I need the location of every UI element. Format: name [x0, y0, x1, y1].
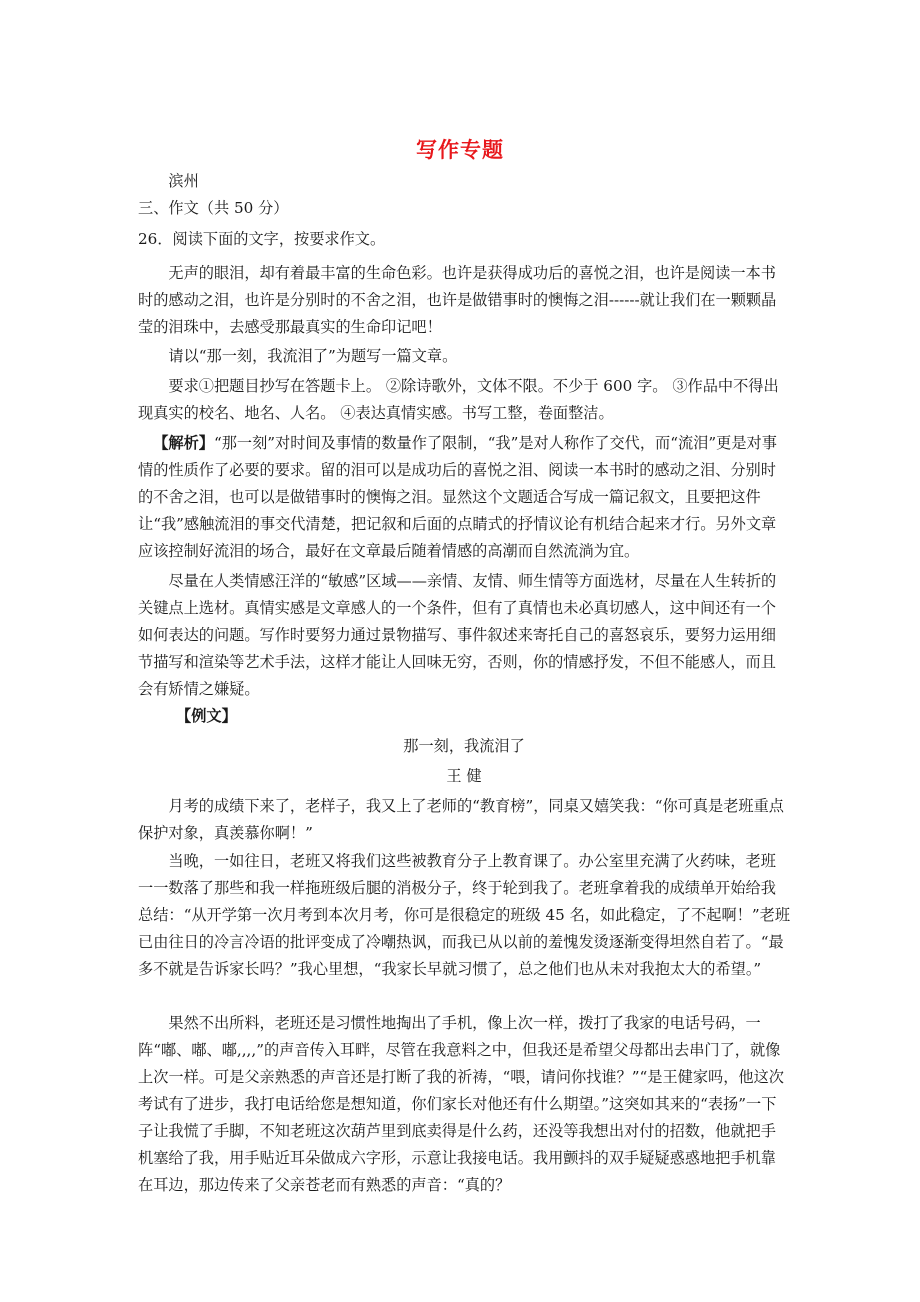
essay-paragraph-2: 当晚，一如往日，老班又将我们这些被教育分子上教育课了。办公室里充满了火药味，老班一一数落了那些和我一样拖班级后腿的消极分子，终于轮到我了。老班拿着我的成绩单开始给我总结：“从开学第一次月考到本次月考，你可是很稳定的班级 45 名，如此稳定，了不起啊！”老班已由往日的冷言冷语的批评变成了冷嘲热讽，而我已从以前的羞愧发烫逐渐变得坦然自若了。“最多不就是告诉家长吗？”我心里想，“我家长早就习惯了，总之他们也从未对我抱太大的希望。”: [138, 852, 791, 978]
analysis-text: “那一刻”对时间及事情的数量作了限制，“我”是对人称作了交代，而“流泪”更是对事情的性质作了必要的要求。留的泪可以是成功后的喜悦之泪、阅读一本书时的感动之泪、分别时的不舍之泪，也可以是做错事时的懊悔之泪。显然这个文题适合写成一篇记叙文，且要把这件让“我”感触流泪的事交代清楚，把记叙和后面的点睛式的抒情议论有机结合起来才行。另外文章应该控制好流泪的场合，最好在文章最后随着情感的高潮而自然流淌为宜。: [138, 434, 777, 560]
section-heading: 三、作文（共 50 分）: [138, 199, 289, 217]
instruction-paragraph: 请以“那一刻，我流泪了”为题写一篇文章。: [168, 347, 458, 365]
essay-author: 王 健: [446, 767, 482, 785]
question-heading: 26．阅读下面的文字，按要求作文。: [138, 230, 386, 248]
essay-paragraph-3: 果然不出所料，老班还是习惯性地掏出了手机，像上次一样，拨打了我家的电话号码，一阵“嘟、嘟、嘟,,,,”的声音传入耳畔，尽管在我意料之中，但我还是希望父母都出去串门了，就像上次一样。可是父亲熟悉的声音还是打断了我的祈祷，“喂，请问你找谁？”“是王健家吗，他这次考试有了进步，我打电话给您是想知道，你们家长对他还有什么期望。”这突如其来的“表扬”一下子让我慌了手脚，不知老班这次葫芦里到底卖得是什么药，还没等我想出对付的招数，他就把手机塞给了我，用手贴近耳朵做成六字形，示意让我接电话。我用颤抖的双手疑疑惑惑地把手机靠在耳边，那边传来了父亲苍老而有熟悉的声音：“真的？: [138, 1014, 784, 1194]
essay-paragraph-1: 月考的成绩下来了，老样子，我又上了老师的“教育榜”，同桌又嬉笑我：“你可真是老班重点保护对象，真羡慕你啊！”: [138, 797, 784, 842]
prompt-paragraph: 无声的眼泪，却有着最丰富的生命色彩。也许是获得成功后的喜悦之泪，也许是阅读一本书时的感动之泪，也许是分别时的不舍之泪，也许是做错事时的懊悔之泪------就让我们在一颗颗晶莹的泪珠中，去感受那最真实的生命印记吧！: [138, 264, 777, 336]
requirements-paragraph: 要求①把题目抄写在答题卡上。 ②除诗歌外，文体不限。不少于 600 字。 ③作品中不得出现真实的校名、地名、人名。 ④表达真情实感。书写工整，卷面整洁。: [138, 377, 779, 422]
analysis-paragraph: [138, 430, 790, 565]
analysis-paragraph-2: 尽量在人类情感汪洋的“敏感”区域——亲情、友情、师生情等方面选材，尽量在人生转折的关键点上选材。真情实感是文章感人的一个条件，但有了真情也未必真切感人，这中间还有一个如何表达的问题。写作时要努力通过景物描写、事件叙述来寄托自己的喜怒哀乐，要努力运用细节描写和渲染等艺术手法，这样才能让人回味无穷，否则，你的情感抒发，不但不能感人，而且会有矫情之嫌疑。: [138, 572, 777, 698]
document-title: 写作专题: [416, 137, 504, 163]
analysis-label: 【解析】: [153, 434, 214, 452]
example-label: 【例文】: [176, 707, 237, 725]
essay-title: 那一刻，我流泪了: [403, 737, 525, 755]
region-label: 滨州: [168, 172, 199, 190]
